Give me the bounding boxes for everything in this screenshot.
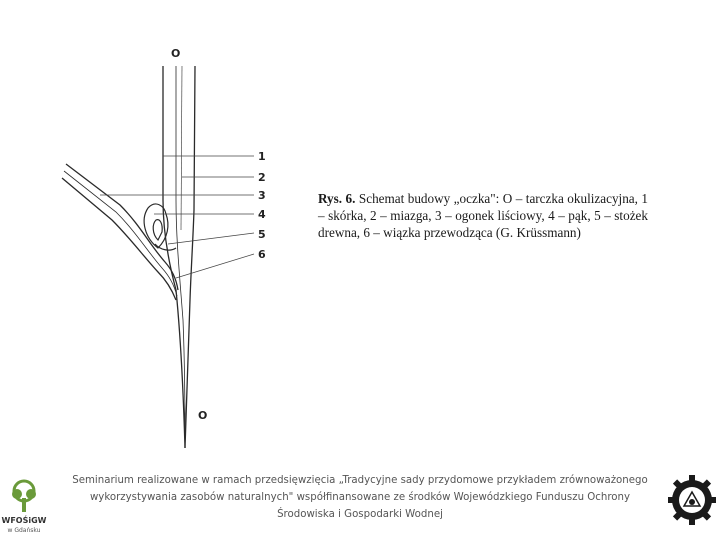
label-1: 1	[258, 150, 266, 163]
stem-inner-line-2	[181, 66, 182, 230]
label-3: 3	[258, 189, 266, 202]
label-6: 6	[258, 248, 266, 261]
label-5: 5	[258, 228, 266, 241]
wood-cone	[155, 244, 176, 250]
caption-title: Schemat budowy „oczka"	[358, 191, 496, 206]
gear-emblem-icon	[666, 472, 718, 528]
leader-6	[176, 254, 254, 278]
stem-inner-line	[176, 66, 185, 440]
logo-left-name: WFOŚiGW	[1, 516, 47, 525]
figure-caption	[318, 190, 648, 241]
label-2: 2	[258, 171, 266, 184]
label-o-bottom: O	[198, 409, 208, 422]
label-4: 4	[258, 208, 266, 221]
stem-right-edge	[185, 66, 195, 448]
logo-left-sub: w Gdańsku	[7, 527, 41, 534]
caption-text: : O – tarczka okulizacyjna, 1 – skórka, 2 – miazga, 3 – ogonek liściowy, 4 – pąk, 5 – stożek drewna, 6 – wiązka przewodząca (G. Krüssmann)	[318, 191, 648, 240]
branch-inner-line	[64, 171, 177, 296]
tree-icon	[0, 478, 48, 516]
wfosigw-logo	[0, 478, 48, 534]
leader-5	[168, 233, 254, 244]
caption-prefix: Rys. 6.	[318, 191, 356, 206]
footer-text: Seminarium realizowane w ramach przedsięwzięcia „Tradycyjne sady przydomowe przykładem zrównoważonego wykorzystywania zasobów naturalnych" współfinansowane ze środków Wojewódzkiego Funduszu Ochrony Środowiska i Gospodarki Wodnej	[72, 475, 648, 520]
gear-emblem-logo	[666, 472, 718, 528]
branch-upper-edge	[66, 164, 178, 290]
bud-inner	[153, 220, 162, 240]
label-o-top: O	[171, 47, 181, 60]
